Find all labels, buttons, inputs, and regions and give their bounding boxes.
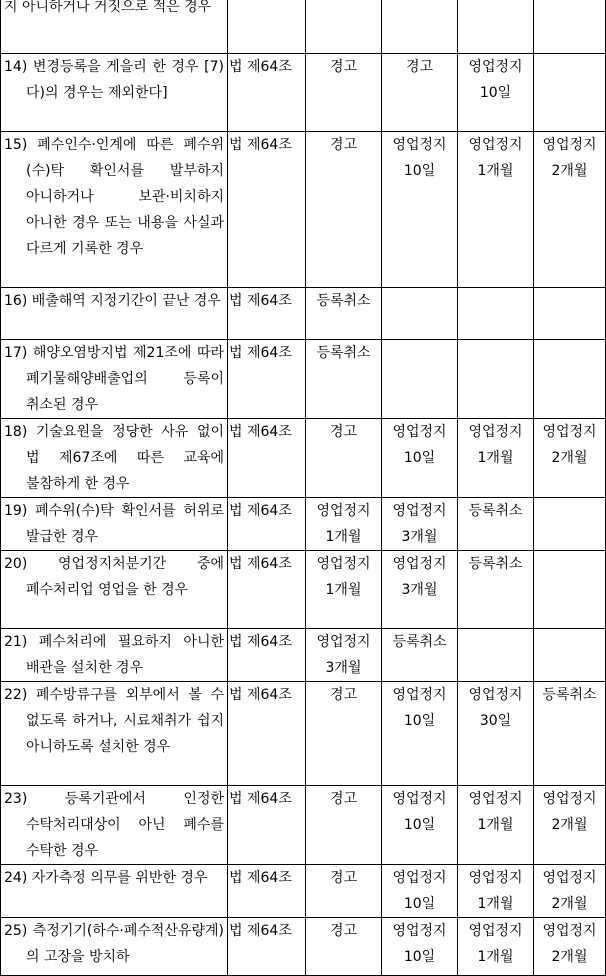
- legal-basis: 법 제64조: [229, 293, 292, 309]
- penalty-second: 영업정지: [392, 424, 447, 440]
- penalty-third-cell: [458, 551, 534, 629]
- violation-description: 21) 폐수처리에 필요하지 아니한 배관을 설치한 경우: [4, 634, 224, 676]
- penalty-fourth-cell: [534, 288, 606, 340]
- penalty-second: 영업정지: [392, 137, 447, 153]
- penalty-first-cell: [306, 918, 382, 976]
- penalty-first: 경고: [329, 687, 358, 703]
- legal-basis-cell: [228, 0, 306, 54]
- table-row: [1, 629, 606, 682]
- penalty-fourth-cell: [534, 682, 606, 786]
- penalty-fourth-cell: [534, 340, 606, 419]
- penalty-first-cell: [306, 865, 382, 918]
- penalty-third: 1개월: [477, 817, 514, 833]
- penalty-first: 영업정지: [316, 634, 371, 650]
- penalty-table-body: [1, 0, 606, 976]
- legal-basis: 법 제64조: [229, 923, 292, 939]
- penalty-second: 3개월: [401, 529, 438, 545]
- penalty-fourth: 영업정지: [542, 137, 597, 153]
- penalty-third: 영업정지: [468, 923, 523, 939]
- penalty-first: 경고: [329, 870, 358, 886]
- penalty-first-cell: [306, 0, 382, 54]
- violation-description: 25) 측정기기(하수·폐수적산유량계)의 고장을 방치하: [4, 923, 224, 965]
- penalty-second-cell: [382, 288, 458, 340]
- penalty-second: 10일: [403, 713, 436, 729]
- penalty-second: 영업정지: [392, 923, 447, 939]
- table-row: [1, 865, 606, 918]
- penalty-first: 영업정지: [316, 556, 371, 572]
- penalty-first: 1개월: [325, 529, 362, 545]
- legal-basis-cell: [228, 786, 306, 865]
- penalty-second: 10일: [403, 896, 436, 912]
- penalty-fourth: 등록취소: [542, 687, 597, 703]
- penalty-fourth: 2개월: [551, 949, 588, 965]
- legal-basis: 법 제64조: [229, 687, 292, 703]
- legal-basis: 법 제64조: [229, 556, 292, 572]
- penalty-first-cell: [306, 498, 382, 551]
- penalty-second: 3개월: [401, 582, 438, 598]
- penalty-first-cell: [306, 629, 382, 682]
- penalty-second-cell: [382, 340, 458, 419]
- legal-basis-cell: [228, 629, 306, 682]
- violation-description: 16) 배출해역 지정기간이 끝난 경우: [4, 293, 221, 309]
- penalty-second-cell: [382, 54, 458, 132]
- violation-description: 20) 영업정지처분기간 중에 폐수처리업 영업을 한 경우: [4, 556, 224, 598]
- penalty-first-cell: [306, 786, 382, 865]
- table-row: [1, 551, 606, 629]
- penalty-fourth: 2개월: [551, 163, 588, 179]
- legal-basis: 법 제64조: [229, 503, 292, 519]
- legal-basis: 법 제64조: [229, 791, 292, 807]
- penalty-first: 영업정지: [316, 503, 371, 519]
- violation-description-cell: [1, 865, 228, 918]
- table-row: [1, 682, 606, 786]
- penalty-first: 3개월: [325, 660, 362, 676]
- penalty-third-cell: [458, 288, 534, 340]
- penalty-first-cell: [306, 288, 382, 340]
- violation-description-cell: [1, 629, 228, 682]
- penalty-first: 1개월: [325, 582, 362, 598]
- violation-description-cell: [1, 682, 228, 786]
- penalty-fourth: 영업정지: [542, 791, 597, 807]
- penalty-third: 10일: [479, 85, 512, 101]
- penalty-third: 영업정지: [468, 870, 523, 886]
- penalty-third-cell: [458, 918, 534, 976]
- violation-description-cell: [1, 918, 228, 976]
- penalty-fourth-cell: [534, 0, 606, 54]
- penalty-second: 10일: [403, 949, 436, 965]
- violation-description: 14) 변경등록을 게을리 한 경우 [7)다)의 경우는 제외한다]: [4, 59, 224, 101]
- penalty-second: 영업정지: [392, 870, 447, 886]
- violation-description: 19) 폐수위(수)탁 확인서를 허위로 발급한 경우: [4, 503, 224, 545]
- violation-description: 18) 기술요원을 정당한 사유 없이 법 제67조에 따른 교육에 불참하게 한 경우: [4, 424, 224, 492]
- violation-description-cell: [1, 551, 228, 629]
- legal-basis: 법 제64조: [229, 345, 292, 361]
- penalty-third-cell: [458, 340, 534, 419]
- table-row: [1, 54, 606, 132]
- legal-basis: 법 제64조: [229, 424, 292, 440]
- penalty-fourth: 2개월: [551, 896, 588, 912]
- penalty-fourth: 2개월: [551, 817, 588, 833]
- penalty-second-cell: [382, 865, 458, 918]
- penalty-fourth: 2개월: [551, 450, 588, 466]
- penalty-first-cell: [306, 419, 382, 498]
- legal-basis-cell: [228, 498, 306, 551]
- penalty-first: 등록취소: [316, 345, 371, 361]
- penalty-second: 영업정지: [392, 503, 447, 519]
- legal-basis-cell: [228, 551, 306, 629]
- penalty-third-cell: [458, 786, 534, 865]
- penalty-third-cell: [458, 54, 534, 132]
- penalty-third-cell: [458, 419, 534, 498]
- penalty-first: 경고: [329, 923, 358, 939]
- table-row: [1, 288, 606, 340]
- penalty-fourth: 영업정지: [542, 923, 597, 939]
- table-row: [1, 498, 606, 551]
- penalty-third: 30일: [479, 713, 512, 729]
- penalty-fourth-cell: [534, 918, 606, 976]
- legal-basis-cell: [228, 54, 306, 132]
- penalty-third-cell: [458, 865, 534, 918]
- penalty-first-cell: [306, 682, 382, 786]
- penalty-second: 영업정지: [392, 556, 447, 572]
- legal-basis-cell: [228, 132, 306, 288]
- table-row: [1, 419, 606, 498]
- table-row: [1, 0, 606, 54]
- legal-basis: 법 제64조: [229, 137, 292, 153]
- penalty-second: 10일: [403, 450, 436, 466]
- legal-basis-cell: [228, 340, 306, 419]
- legal-basis: 법 제64조: [229, 634, 292, 650]
- violation-description: 24) 자가측정 의무를 위반한 경우: [4, 870, 208, 886]
- penalty-second-cell: [382, 682, 458, 786]
- penalty-second: 10일: [403, 163, 436, 179]
- table-row: [1, 132, 606, 288]
- violation-description-cell: [1, 132, 228, 288]
- penalty-third-cell: [458, 498, 534, 551]
- violation-description-cell: [1, 54, 228, 132]
- penalty-third: 등록취소: [468, 503, 523, 519]
- penalty-first-cell: [306, 340, 382, 419]
- penalty-second-cell: [382, 786, 458, 865]
- table-row: [1, 340, 606, 419]
- penalty-fourth-cell: [534, 786, 606, 865]
- penalty-second: 영업정지: [392, 791, 447, 807]
- penalty-third: 1개월: [477, 896, 514, 912]
- penalty-fourth: 영업정지: [542, 424, 597, 440]
- penalty-fourth-cell: [534, 498, 606, 551]
- legal-basis-cell: [228, 682, 306, 786]
- penalty-second-cell: [382, 0, 458, 54]
- violation-description-cell: [1, 498, 228, 551]
- legal-basis-cell: [228, 918, 306, 976]
- penalty-fourth-cell: [534, 54, 606, 132]
- legal-basis-cell: [228, 288, 306, 340]
- penalty-first-cell: [306, 132, 382, 288]
- penalty-second: 10일: [403, 817, 436, 833]
- violation-description: 17) 해양오염방지법 제21조에 따라 폐기물해양배출업의 등록이 취소된 경우: [4, 345, 224, 413]
- legal-basis: 법 제64조: [229, 59, 292, 75]
- table-row: [1, 786, 606, 865]
- penalty-third: 영업정지: [468, 424, 523, 440]
- penalty-fourth-cell: [534, 419, 606, 498]
- violation-description-cell: [1, 340, 228, 419]
- penalty-first: 경고: [329, 791, 358, 807]
- legal-basis: 법 제64조: [229, 870, 292, 886]
- violation-description: 15) 폐수인수·인계에 따른 폐수위(수)탁 확인서를 발부하지 아니하거나 보관·비치하지 아니한 경우 또는 내용을 사실과 다르게 기록한 경우: [4, 137, 224, 257]
- violation-description-cell: [1, 0, 228, 54]
- penalty-first-cell: [306, 551, 382, 629]
- penalty-third: 영업정지: [468, 59, 523, 75]
- penalty-third: 영업정지: [468, 687, 523, 703]
- penalty-third-cell: [458, 629, 534, 682]
- violation-description: 23) 등록기관에서 인정한 수탁처리대상이 아닌 폐수를 수탁한 경우: [4, 791, 224, 859]
- penalty-first: 경고: [329, 424, 358, 440]
- penalty-third: 1개월: [477, 949, 514, 965]
- legal-basis-cell: [228, 419, 306, 498]
- penalty-second-cell: [382, 498, 458, 551]
- penalty-third: 영업정지: [468, 137, 523, 153]
- penalty-fourth-cell: [534, 629, 606, 682]
- penalty-third: 1개월: [477, 163, 514, 179]
- penalty-third: 1개월: [477, 450, 514, 466]
- violation-description: 지 아니하거나 거짓으로 적은 경우: [4, 0, 212, 15]
- legal-basis-cell: [228, 865, 306, 918]
- penalty-third: 영업정지: [468, 791, 523, 807]
- penalty-second: 영업정지: [392, 687, 447, 703]
- penalty-fourth: 영업정지: [542, 870, 597, 886]
- violation-description-cell: [1, 419, 228, 498]
- penalty-first: 경고: [329, 137, 358, 153]
- penalty-second-cell: [382, 629, 458, 682]
- penalty-first-cell: [306, 54, 382, 132]
- penalty-second-cell: [382, 918, 458, 976]
- penalty-fourth-cell: [534, 865, 606, 918]
- penalty-second-cell: [382, 132, 458, 288]
- penalty-second: 경고: [405, 59, 434, 75]
- violation-description-cell: [1, 288, 228, 340]
- penalty-third-cell: [458, 682, 534, 786]
- penalty-first: 경고: [329, 59, 358, 75]
- penalty-third-cell: [458, 0, 534, 54]
- penalty-first: 등록취소: [316, 293, 371, 309]
- penalty-third: 등록취소: [468, 556, 523, 572]
- penalty-third-cell: [458, 132, 534, 288]
- penalty-second-cell: [382, 419, 458, 498]
- violation-description: 22) 폐수방류구를 외부에서 볼 수 없도록 하거나, 시료채취가 쉽지 아니하도록 설치한 경우: [4, 687, 224, 755]
- table-row: [1, 918, 606, 976]
- penalty-fourth-cell: [534, 132, 606, 288]
- violation-description-cell: [1, 786, 228, 865]
- penalty-second-cell: [382, 551, 458, 629]
- penalty-second: 등록취소: [392, 634, 447, 650]
- penalty-fourth-cell: [534, 551, 606, 629]
